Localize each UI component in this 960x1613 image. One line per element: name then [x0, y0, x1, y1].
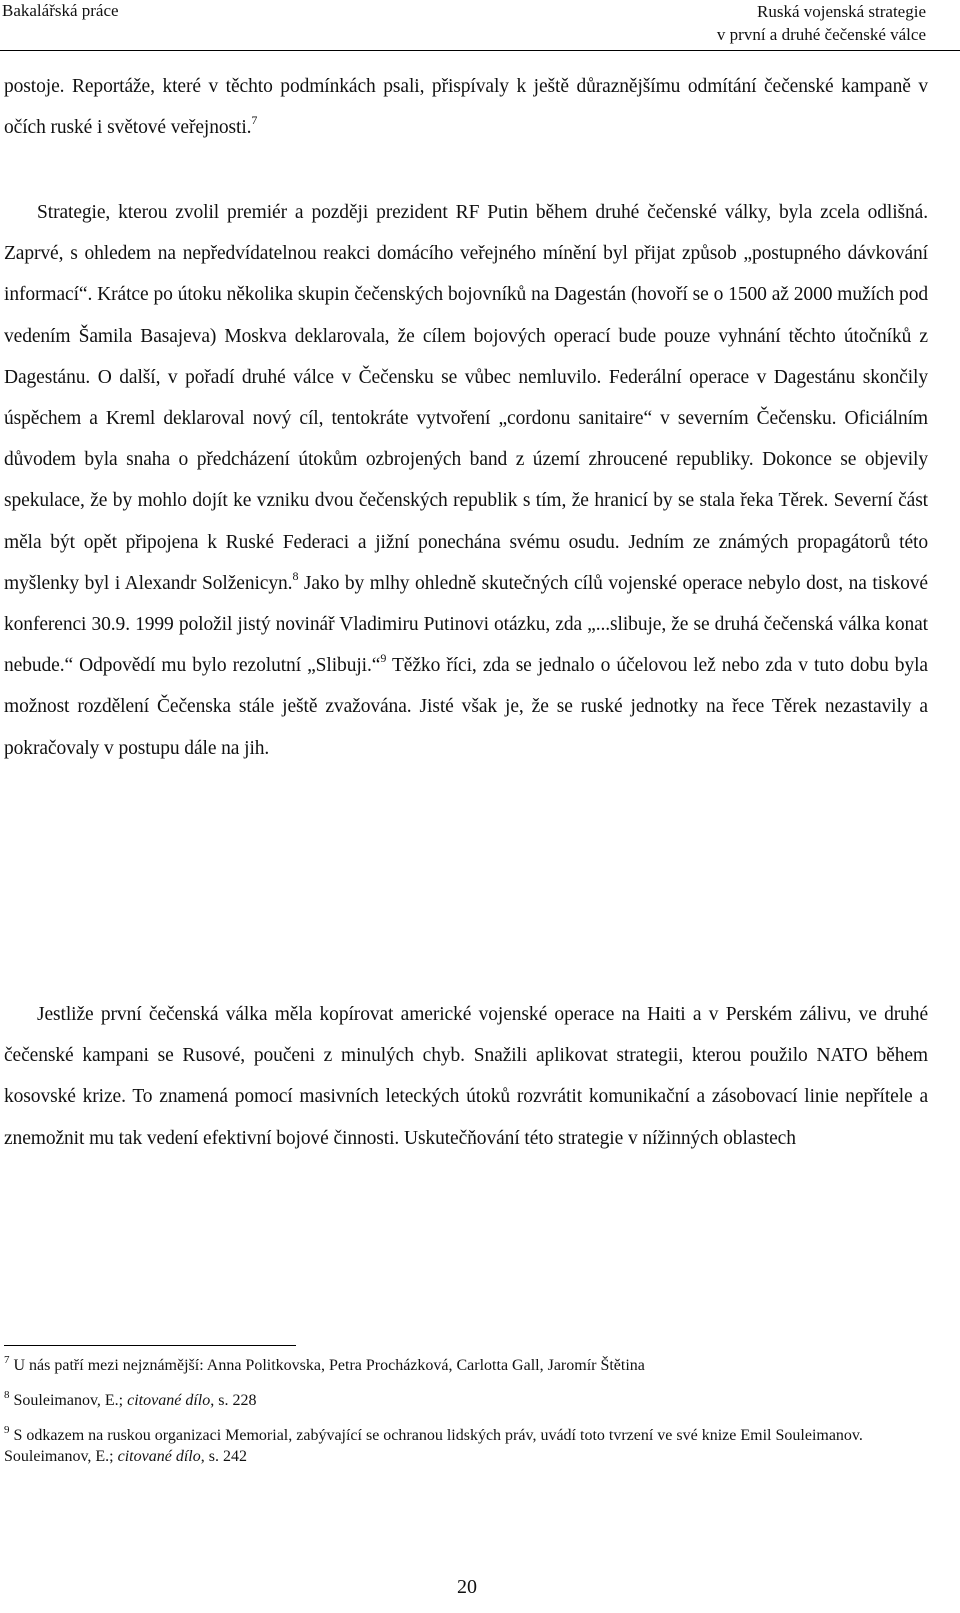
- paragraph-1-text: postoje. Reportáže, které v těchto podmínkách psali, přispívaly k ještě důraznějšímu odmítání čečenské kampaně v očích ruské i světové veřejnosti.: [4, 76, 928, 139]
- footnote-ref-9[interactable]: 9: [380, 651, 387, 666]
- footnote-8: [4, 1390, 928, 1411]
- page-header: [0, 0, 960, 50]
- header-thesis-title: [717, 0, 926, 46]
- footnote-number: 9: [4, 1424, 10, 1436]
- page-number: 20: [457, 1576, 477, 1598]
- footnote-text: S odkazem na ruskou organizaci Memorial, zabývající se ochranou lidských práv, uvádí toto tvrzení ve své knize Emil Souleimanov. Souleimanov, E.;: [4, 1427, 863, 1465]
- paragraph-3-text: Jestliže první čečenská válka měla kopírovat americké vojenské operace na Haiti a v Perském zálivu, ve druhé čečenské kampani se Rusové, poučeni z minulých chyb. Snažili aplikovat strategii, kterou použilo NATO během kosovské krize. To znamená pomocí masivních leteckých útoků rozvrátit komunikační a zásobovací linie nepřítele a znemožnit mu tak vedení efektivní bojové činnosti. Uskutečňování této strategie v nížinných oblastech: [4, 1004, 928, 1149]
- footnote-ref-7[interactable]: 7: [251, 113, 258, 128]
- header-thesis-type: Bakalářská práce: [2, 1, 119, 20]
- footnotes: [4, 1355, 928, 1481]
- paragraph-2-text-a: Strategie, kterou zvolil premiér a později prezident RF Putin během druhé čečenské války, byla zcela odlišná. Zaprvé, s ohledem na nepředvídatelnou reakci domácího veřejného mínění byl přijat způsob „postupného dávkování informací“. Krátce po útoku několika skupin čečenských bojovníků na Dagestán (hovoří se o 1500 až 2000 mužích pod vedením Šamila Basajeva) Moskva deklarovala, že cílem bojových operací bude pouze vyhnání těchto útočníků z Dagestánu. O další, v pořadí druhé válce v Čečensku se vůbec nemluvilo. Federální operace v Dagestánu skončily úspěchem a Kreml deklaroval nový cíl, tentokráte vytvoření „cordonu sanitaire“ v severním Čečensku. Oficiálním důvodem byla snaha o předcházení útokům ozbrojených band z území zhroucené republiky. Dokonce se objevily spekulace, že by mohlo dojít ke vzniku dvou čečenských republik s tím, že hranicí by se stala řeka Těrek. Severní část měla být opět připojena k Ruské Federaci a jižní ponechána svému osudu. Jedním ze známých propagátorů této myšlenky byl i Alexandr Solženicyn.: [4, 202, 928, 594]
- header-divider: [0, 50, 960, 51]
- footnote-number: 7: [4, 1354, 10, 1366]
- paragraph-1: [4, 66, 928, 148]
- paragraph-2: [4, 192, 928, 769]
- header-title-line2: v první a druhé čečenské válce: [716, 25, 926, 44]
- footnote-tail: , s. 228: [210, 1392, 257, 1409]
- footnote-text: Souleimanov, E.;: [13, 1392, 128, 1409]
- footnote-9: [4, 1425, 928, 1467]
- footnote-italic: citované dílo: [127, 1392, 211, 1409]
- footnote-7: [4, 1355, 928, 1376]
- paragraph-3: [4, 994, 928, 1159]
- footnote-tail: , s. 242: [200, 1448, 247, 1465]
- footnote-divider: [4, 1345, 296, 1346]
- header-title-line1: Ruská vojenská strategie: [756, 2, 926, 21]
- paragraph-2-text-c: Těžko říci, zda se jednalo o účelovou lež nebo zda v tuto dobu byla možnost rozdělení Čečenska stále ještě zvažována. Jisté však je, že se ruské jednotky na řece Těrek nezastavily a pokračovaly v postupu dále na jih.: [4, 655, 928, 759]
- footnote-text: U nás patří mezi nejznámější: Anna Politkovska, Petra Procházková, Carlotta Gall, Jaromír Štětina: [13, 1357, 645, 1374]
- footnote-ref-8[interactable]: 8: [292, 568, 299, 583]
- footnote-number: 8: [4, 1389, 10, 1401]
- footnote-italic: citované dílo: [117, 1448, 201, 1465]
- paragraph-2-text-b: Jako by mlhy ohledně skutečných cílů vojenské operace nebylo dost, na tiskové konferenci 30.9. 1999 položil jistý novinář Vladimiru Putinovi otázku, zda „...slibuje, že se druhá čečenská válka konat nebude.“ Odpovědí mu bylo rezolutní „Slibuji.“: [4, 572, 928, 677]
